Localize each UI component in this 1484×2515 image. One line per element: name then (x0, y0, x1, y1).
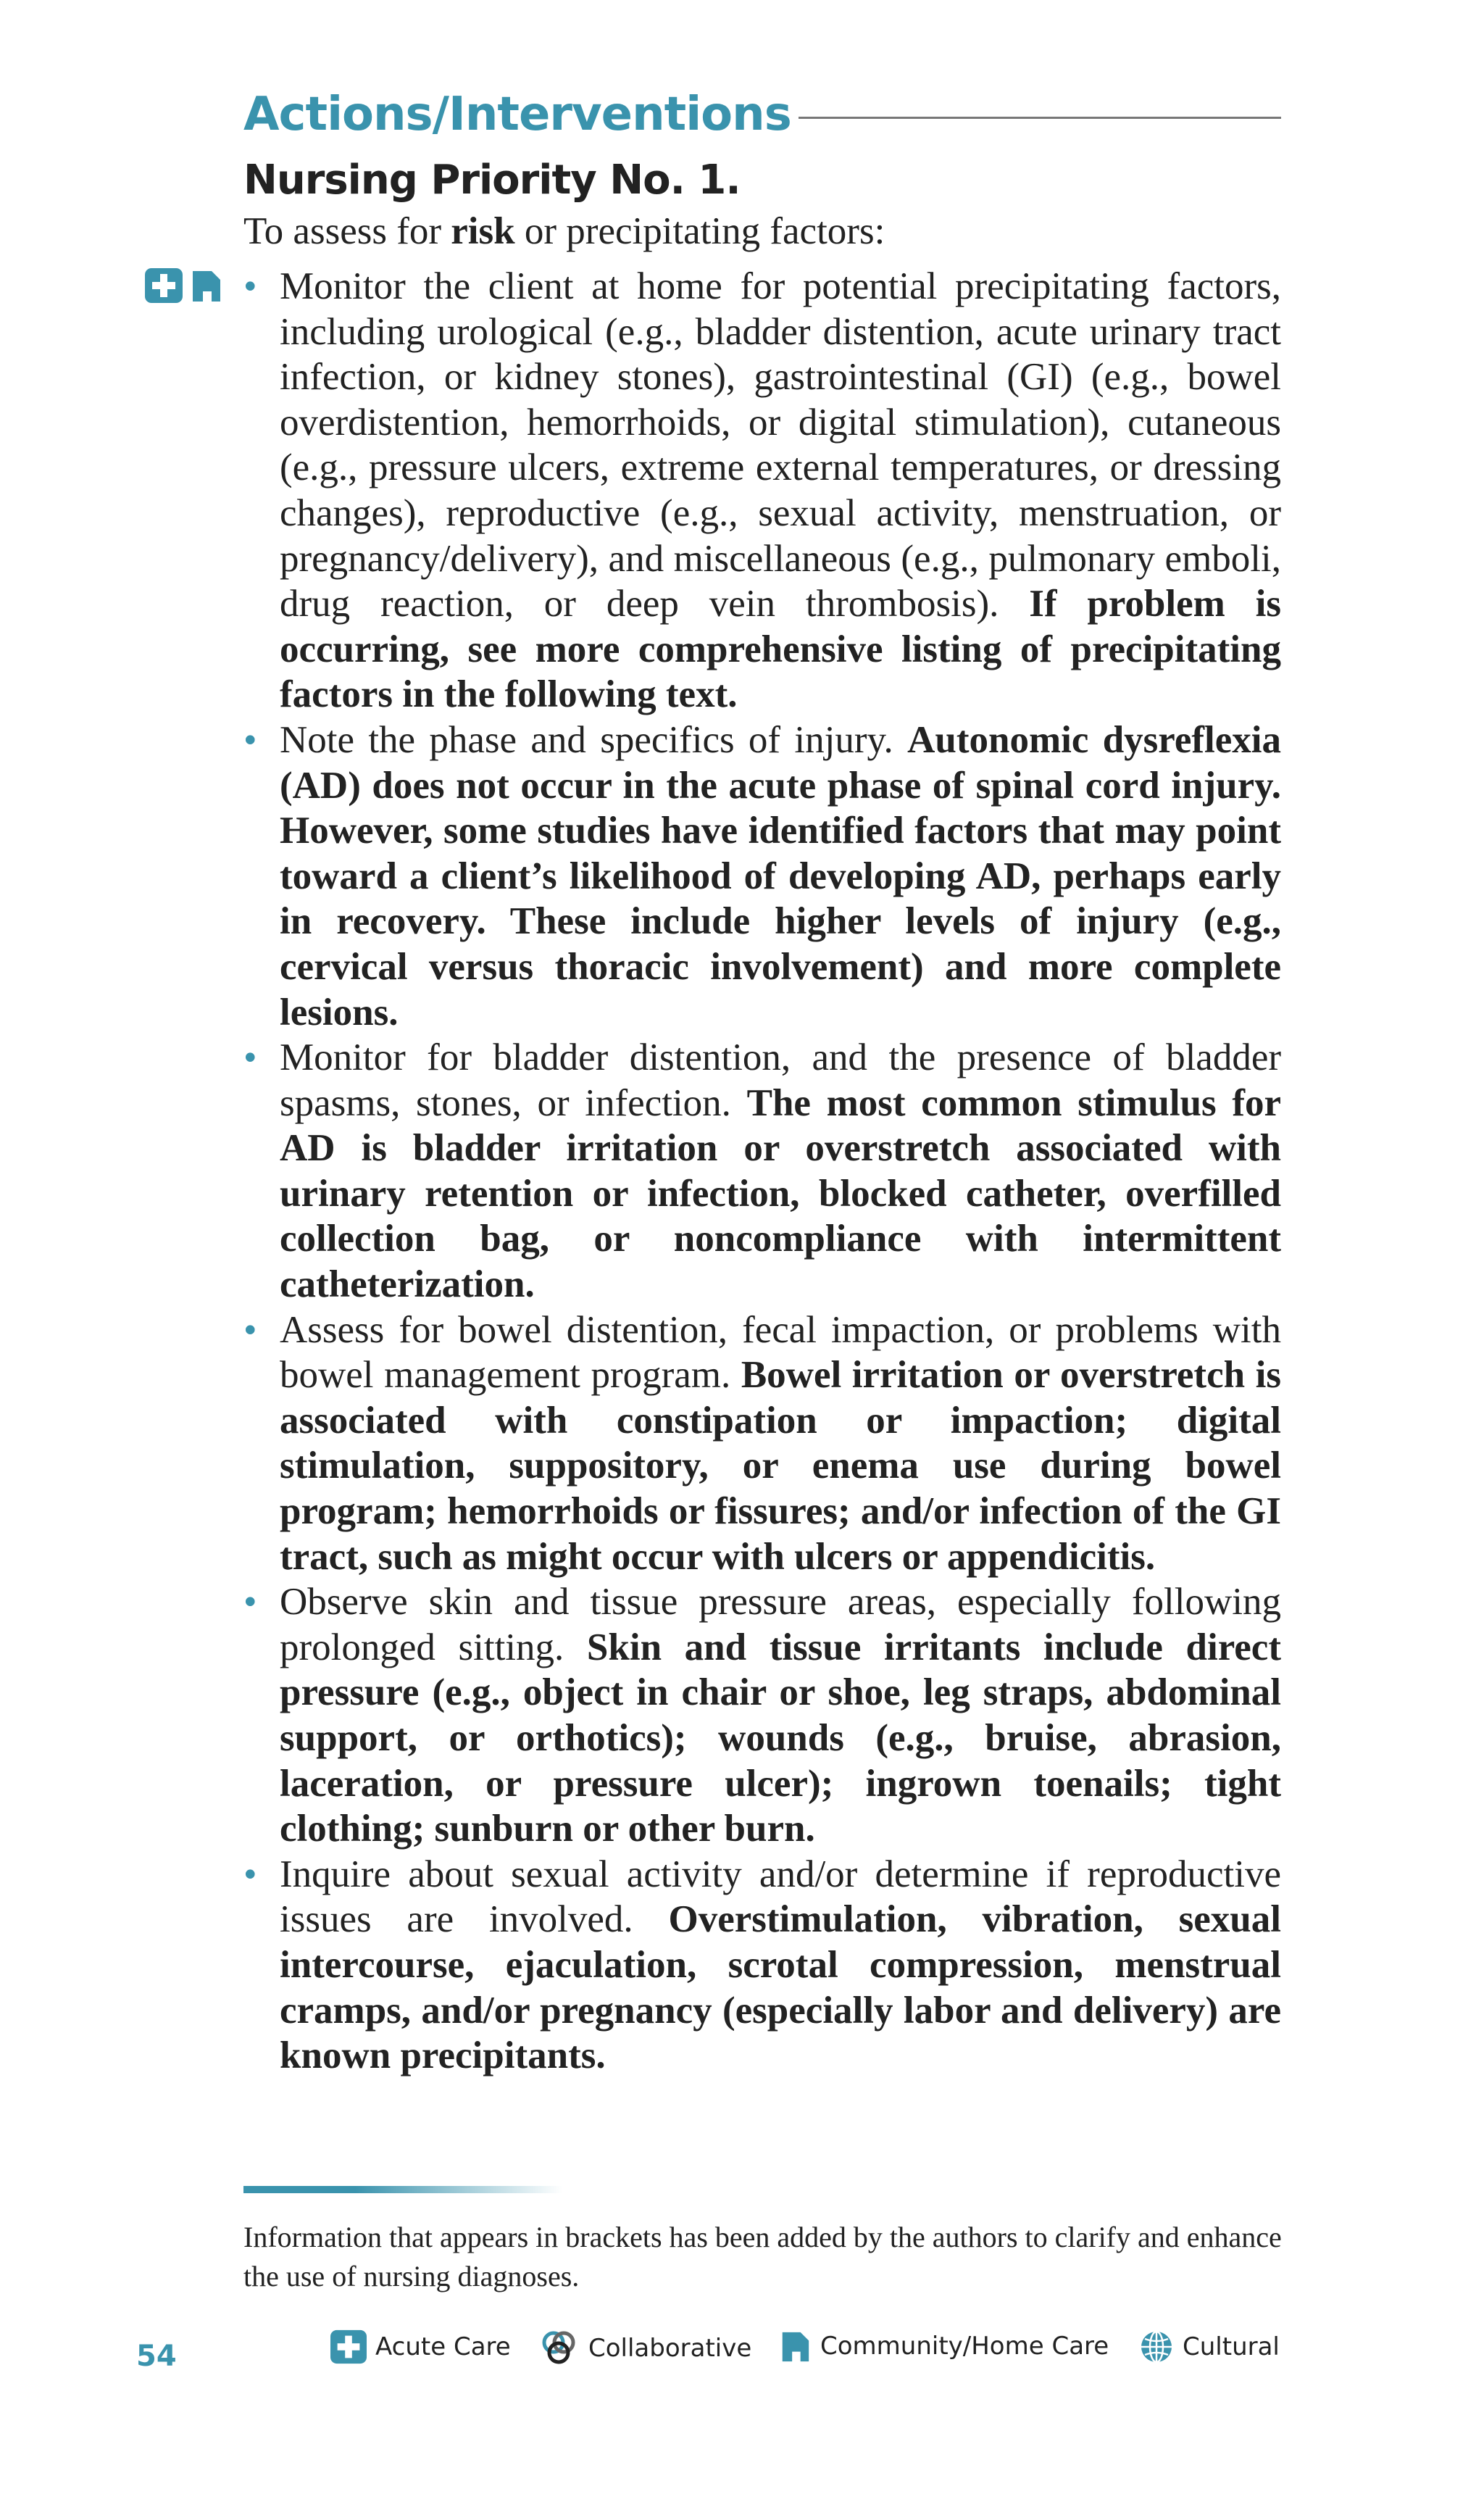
bullet-dot: • (243, 265, 257, 307)
medical-cross-icon (145, 268, 183, 303)
house-icon (188, 268, 223, 303)
globe-icon (1139, 2329, 1174, 2364)
section-title: Actions/Interventions (243, 88, 791, 141)
list-item (243, 1852, 1281, 2079)
bullet-rationale: If problem is occurring, see more comprehensive listing of precipitating factors in the following text. (280, 583, 1281, 716)
house-icon (778, 2329, 812, 2363)
bullet-rationale: Overstimulation, vibration, sexual intercourse, ejaculation, scrotal compression, menstrual cramps, and/or pregnancy (especially labor and delivery) are known precipitants. (280, 1898, 1282, 2077)
bullet-rationale: The most common stimulus for AD is bladder irritation or overstretch associated with urinary retention or infection, blocked catheter, overfilled collection bag, or noncompliance with intermittent catheterization. (280, 1081, 1281, 1306)
list-item (243, 264, 1281, 718)
legend-cultural (1139, 2329, 1280, 2364)
list-item (243, 1308, 1281, 1580)
intro-text (243, 209, 885, 254)
legend-label: Collaborative (588, 2334, 752, 2363)
bullet-text: Monitor for bladder distention, and the presence of bladder spasms, stones, or infection. (280, 1036, 1281, 1124)
list-item (243, 718, 1281, 1035)
bullet-text: Note the phase and specifics of injury. (280, 718, 908, 761)
collaborative-rings-icon (539, 2329, 580, 2367)
legend-collaborative (539, 2329, 751, 2367)
bullet-text: Assess for bowel distention, fecal impaction, or problems with bowel management program. (280, 1308, 1281, 1397)
bullet-dot: • (243, 1036, 257, 1079)
medical-cross-icon (330, 2329, 367, 2364)
legend-label: Cultural (1183, 2332, 1280, 2361)
bullet-text: Monitor the client at home for potential precipitating factors, including urological (e.g., bladder distention, acute urinary tract infection, or kidney stones), gastrointestinal (GI) (e.g., bowel overdistention, hemorrhoids, or digital stimulation), cutaneous (e.g., pressure ulcers, extreme external temperatures, or dressing changes), reproductive (e.g., sexual activity, menstruation, or pregnancy/delivery), and miscellaneous (e.g., pulmonary emboli, drug reaction, or deep vein thrombosis). (280, 265, 1281, 625)
legend-label: Community/Home Care (820, 2332, 1109, 2361)
footnote-rule (243, 2186, 562, 2193)
bullet-dot: • (243, 718, 257, 761)
bullet-rationale: Autonomic dysreflexia (AD) does not occur in the acute phase of spinal cord injury. However, some studies have identified factors that may point toward a client’s likelihood of developing AD, perhaps early in recovery. These include higher levels of injury (e.g., cervical versus thoracic involvement) and more complete lesions. (280, 718, 1282, 1034)
bullet-dot: • (243, 1581, 257, 1624)
legend-acute (330, 2329, 511, 2364)
bullet-rationale: Skin and tissue irritants include direct pressure (e.g., object in chair or shoe, leg straps, abdominal support, or orthotics); wounds (e.g., bruise, abrasion, laceration, or pressure ulcer); ingrown toenails; tight clothing; sunburn or other burn. (280, 1626, 1281, 1850)
intro-after: or precipitating factors: (514, 210, 885, 252)
bullet-dot: • (243, 1853, 257, 1895)
legend-label: Acute Care (375, 2332, 511, 2361)
list-item (243, 1579, 1281, 1852)
bullet-text: Observe skin and tissue pressure areas, especially following prolonged sitting. (280, 1581, 1281, 1668)
bullet-tag-icons (145, 268, 223, 303)
bullet-dot: • (243, 1308, 257, 1351)
section-rule (799, 117, 1281, 119)
intro-before: To assess for (243, 210, 451, 252)
bullet-text: Inquire about sexual activity and/or determine if reproductive issues are involved. (280, 1853, 1281, 1941)
bullet-rationale: Bowel irritation or overstretch is associated with constipation or impaction; digital stimulation, suppository, or enema use during bowel program; hemorrhoids or fissures; and/or infection of the GI tract, such as might occur with ulcers or appendicitis. (280, 1354, 1281, 1578)
priority-title: Nursing Priority No. 1. (243, 157, 741, 204)
bullet-list (243, 264, 1281, 2079)
page-number: 54 (136, 2340, 177, 2373)
footnote: Information that appears in brackets has been added by the authors to clarify and enhance the use of nursing diagnoses. (243, 2221, 1282, 2292)
list-item (243, 1035, 1281, 1308)
section-header (243, 72, 1281, 141)
legend-home (778, 2329, 1109, 2363)
intro-bold: risk (451, 210, 515, 252)
